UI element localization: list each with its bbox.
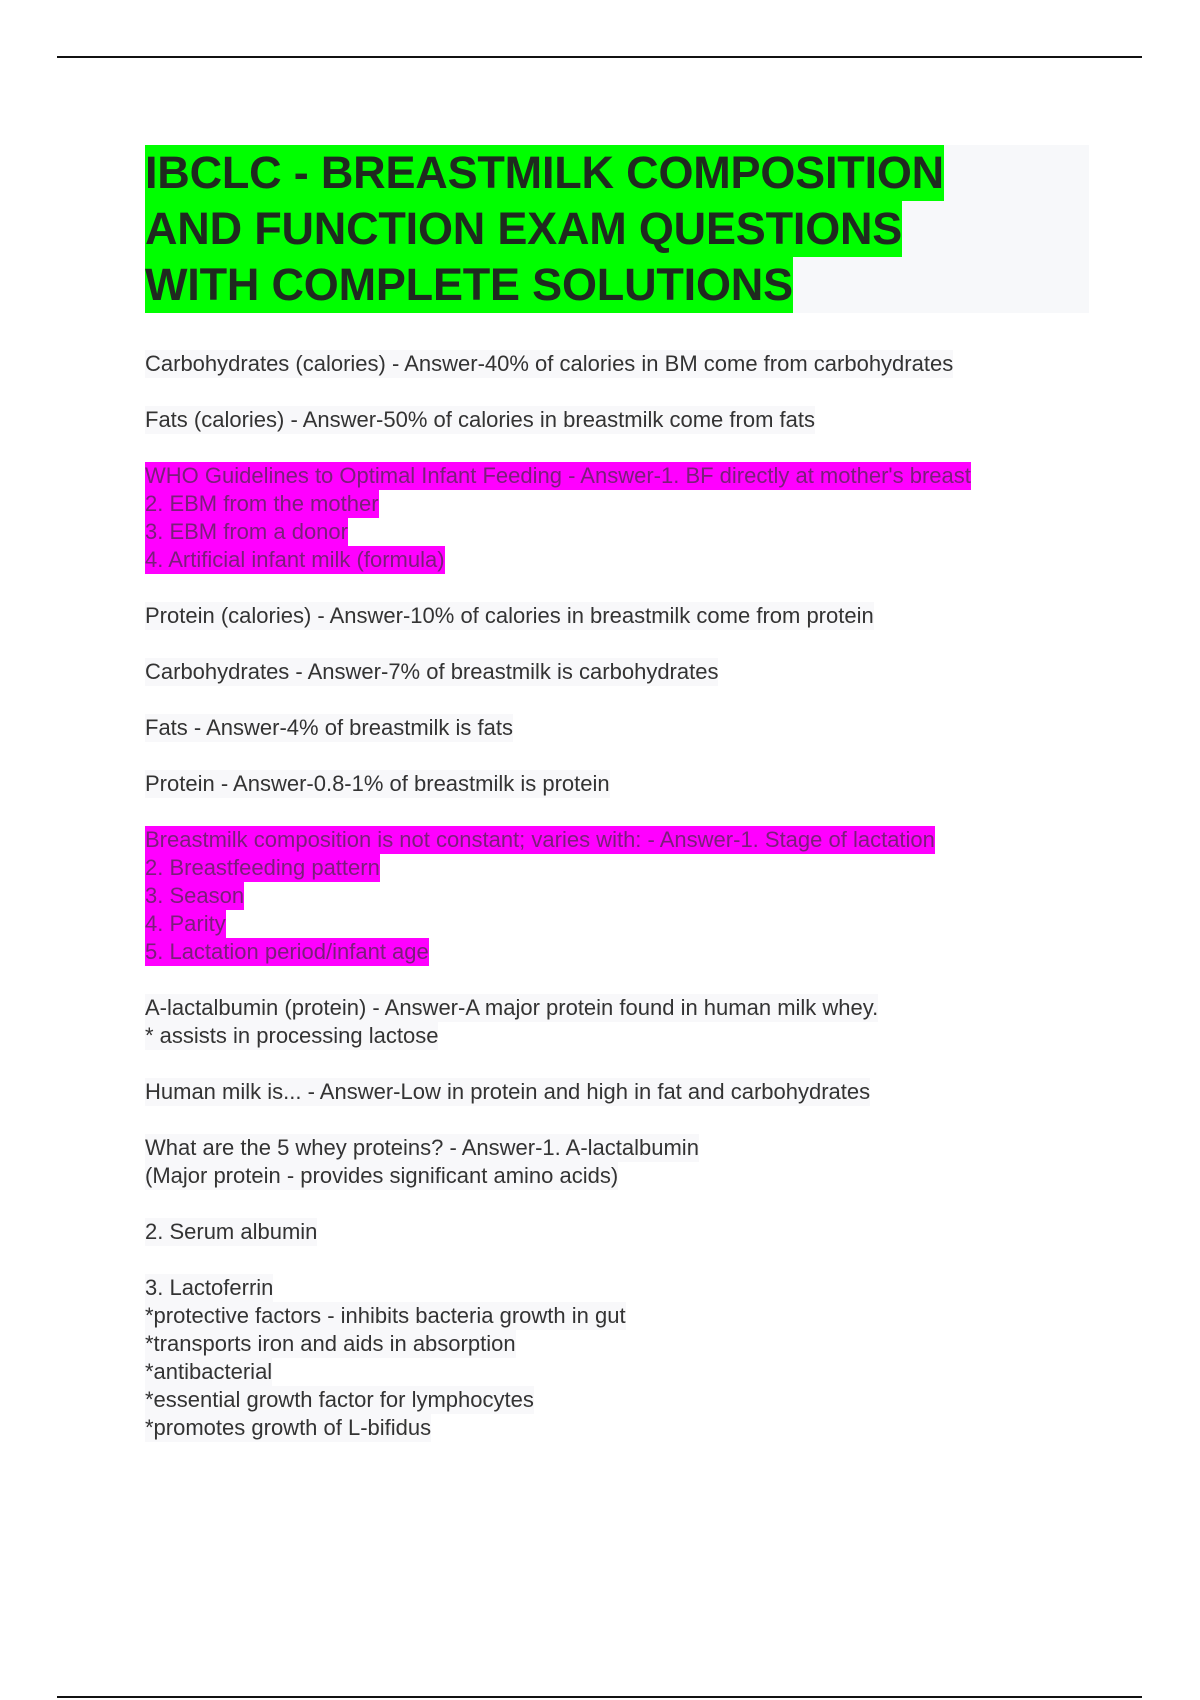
qa-line: 2. EBM from the mother [145, 491, 379, 516]
qa-line: Breastmilk composition is not constant; varies with: - Answer-1. Stage of lactation [145, 827, 935, 852]
qa-line: *protective factors - inhibits bacteria growth in gut [145, 1303, 626, 1328]
document-body [145, 350, 1095, 1470]
qa-line: 3. EBM from a donor [145, 519, 348, 544]
qa-lactoferrin [145, 1274, 1095, 1442]
qa-line: WHO Guidelines to Optimal Infant Feeding - Answer-1. BF directly at mother's breast [145, 463, 971, 488]
qa-line: 4. Artificial infant milk (formula) [145, 547, 445, 572]
qa-line: *promotes growth of L-bifidus [145, 1415, 432, 1440]
qa-line: * assists in processing lactose [145, 1023, 439, 1048]
qa-line: Carbohydrates (calories) - Answer-40% of calories in BM come from carbohydrates [145, 351, 954, 376]
qa-a-lactalbumin [145, 994, 1095, 1050]
qa-line: Carbohydrates - Answer-7% of breastmilk is carbohydrates [145, 659, 719, 684]
qa-line: A-lactalbumin (protein) - Answer-A major protein found in human milk whey. [145, 995, 879, 1020]
title-line: AND FUNCTION EXAM QUESTIONS [145, 201, 902, 257]
qa-line: Protein - Answer-0.8-1% of breastmilk is protein [145, 771, 610, 796]
qa-line: 3. Lactoferrin [145, 1275, 274, 1300]
qa-line: 2. Serum albumin [145, 1219, 318, 1244]
document-title [145, 145, 1089, 313]
qa-whey-proteins [145, 1134, 1095, 1190]
qa-line: (Major protein - provides significant amino acids) [145, 1163, 619, 1188]
qa-who-guidelines [145, 462, 1095, 574]
qa-fats-calories [145, 406, 1095, 434]
qa-line: *antibacterial [145, 1359, 273, 1384]
qa-human-milk-is [145, 1078, 1095, 1106]
qa-line: Fats - Answer-4% of breastmilk is fats [145, 715, 513, 740]
qa-line: 5. Lactation period/infant age [145, 939, 429, 964]
bottom-rule [57, 1696, 1142, 1698]
qa-protein-percent [145, 770, 1095, 798]
qa-fats-percent [145, 714, 1095, 742]
qa-line: Fats (calories) - Answer-50% of calories in breastmilk come from fats [145, 407, 815, 432]
top-rule [57, 56, 1142, 58]
qa-serum-albumin [145, 1218, 1095, 1246]
title-line: WITH COMPLETE SOLUTIONS [145, 257, 793, 313]
qa-carbohydrates-calories [145, 350, 1095, 378]
qa-line: *essential growth factor for lymphocytes [145, 1387, 534, 1412]
qa-line: What are the 5 whey proteins? - Answer-1. A-lactalbumin [145, 1135, 699, 1160]
qa-composition-varies [145, 826, 1095, 966]
qa-carbohydrates-percent [145, 658, 1095, 686]
qa-line: *transports iron and aids in absorption [145, 1331, 516, 1356]
qa-protein-calories [145, 602, 1095, 630]
qa-line: Protein (calories) - Answer-10% of calories in breastmilk come from protein [145, 603, 874, 628]
qa-line: Human milk is... - Answer-Low in protein and high in fat and carbohydrates [145, 1079, 871, 1104]
qa-line: 3. Season [145, 883, 245, 908]
qa-line: 2. Breastfeeding pattern [145, 855, 380, 880]
qa-line: 4. Parity [145, 911, 226, 936]
title-line: IBCLC - BREASTMILK COMPOSITION [145, 145, 944, 201]
